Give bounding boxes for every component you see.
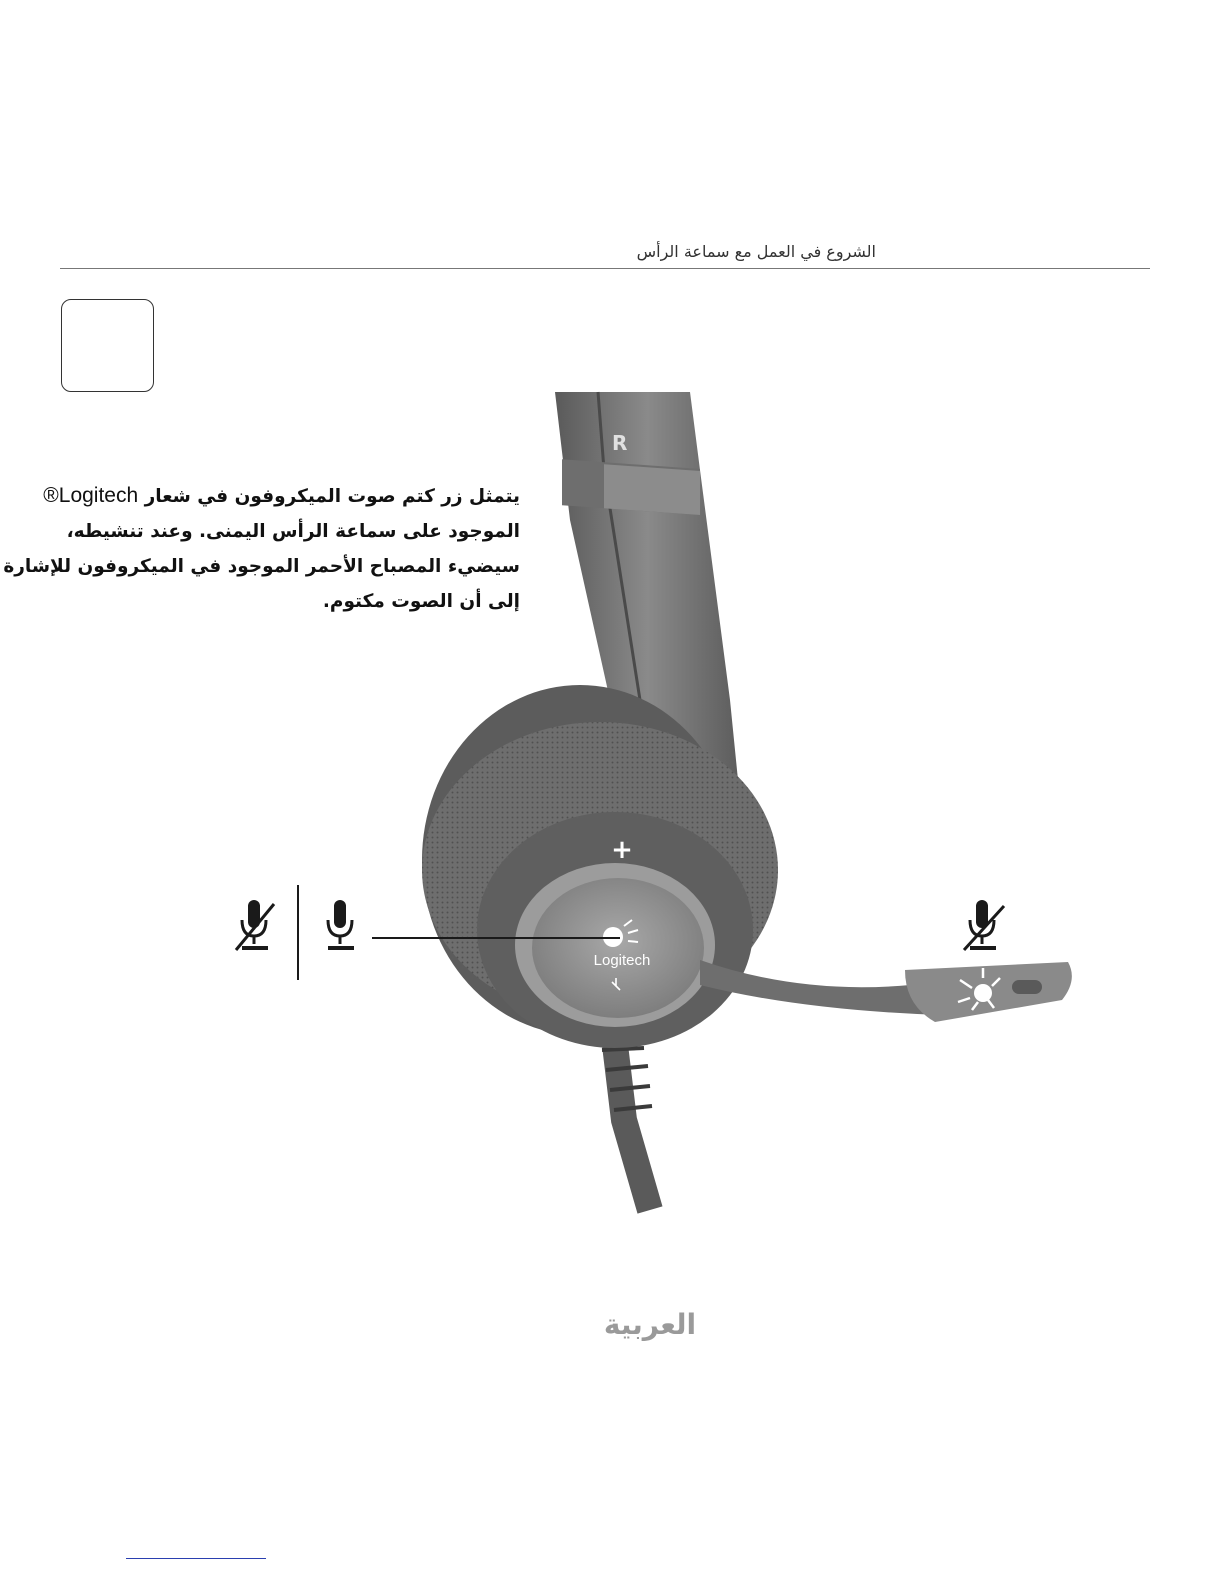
instruction-line-2: الموجود على سماعة الرأس اليمنى. وعند تنشيطه، xyxy=(66,521,520,542)
volume-up-label: + xyxy=(611,835,633,865)
mic-on-icon xyxy=(328,900,354,948)
instruction-line-1: يتمثل زر كتم صوت الميكروفون في شعار Logitech® xyxy=(43,484,520,507)
instruction-line-3: سيضيء المصباح الأحمر الموجود في الميكروفون للإشارة xyxy=(3,556,520,577)
page-header-title: الشروع في العمل مع سماعة الرأس xyxy=(636,242,876,261)
mic-muted-icon xyxy=(964,900,1004,950)
language-label: العربية xyxy=(603,1308,697,1341)
earcup-logo-text: Logitech xyxy=(593,952,651,969)
microphone-boom xyxy=(700,960,1072,1022)
footer-link-underline xyxy=(126,1558,266,1559)
logitech-brand-text: Logitech® xyxy=(43,484,139,507)
headset-cable xyxy=(600,1020,652,1210)
right-side-marker: R xyxy=(612,431,628,455)
instruction-line-4: إلى أن الصوت مكتوم. xyxy=(322,591,520,612)
mic-muted-icon xyxy=(236,900,274,950)
earcup xyxy=(477,812,753,1048)
